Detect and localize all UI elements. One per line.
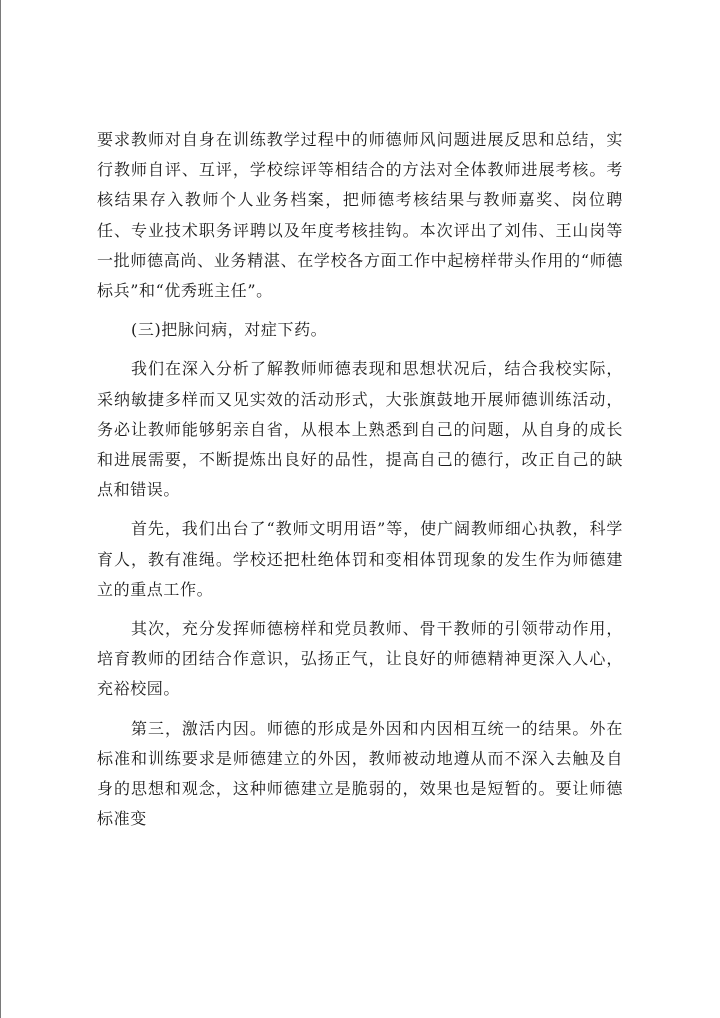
section-heading: (三)把脉问病，对症下药。: [131, 320, 328, 340]
paragraph-2: 我们在深入分析了解教师师德表现和思想状况后，结合我校实际，采纳敏捷多样而又见实效的活动形式，大张旗鼓地开展师德训练活动，务必让教师能够躬亲自省，从根本上熟悉到自己的问题，从自身的成长和进展需要，不断提炼出良好的品性，提高自己的德行，改正自己的缺点和错误。: [97, 359, 623, 500]
paragraph-3: 首先，我们出台了“教师文明用语”等，使广阔教师细心执教，科学育人，教有准绳。学校还把杜绝体罚和变相体罚现象的发生作为师德建立的重点工作。: [97, 519, 623, 599]
document-body: [97, 125, 623, 843]
paragraph-5: 第三，激活内因。师德的形成是外因和内因相互统一的结果。外在标准和训练要求是师德建立的外因，教师被动地遵从而不深入去触及自身的思想和观念，这种师德建立是脆弱的，效果也是短暂的。要让师德标准变: [97, 718, 623, 829]
paragraph-4: 其次，充分发挥师德榜样和党员教师、骨干教师的引领带动作用，培育教师的团结合作意识，弘扬正气，让良好的师德精神更深入人心，充裕校园。: [97, 619, 623, 699]
paragraph-1: 要求教师对自身在训练教学过程中的师德师风问题进展反思和总结，实行教师自评、互评，学校综评等相结合的方法对全体教师进展考核。考核结果存入教师个人业务档案，把师德考核结果与教师嘉奖、岗位聘任、专业技术职务评聘以及年度考核挂钩。本次评出了刘伟、王山岗等一批师德高尚、业务精湛、在学校各方面工作中起榜样带头作用的“师德标兵”和“优秀班主任”。: [97, 130, 623, 301]
page-border: [0, 0, 1, 1018]
